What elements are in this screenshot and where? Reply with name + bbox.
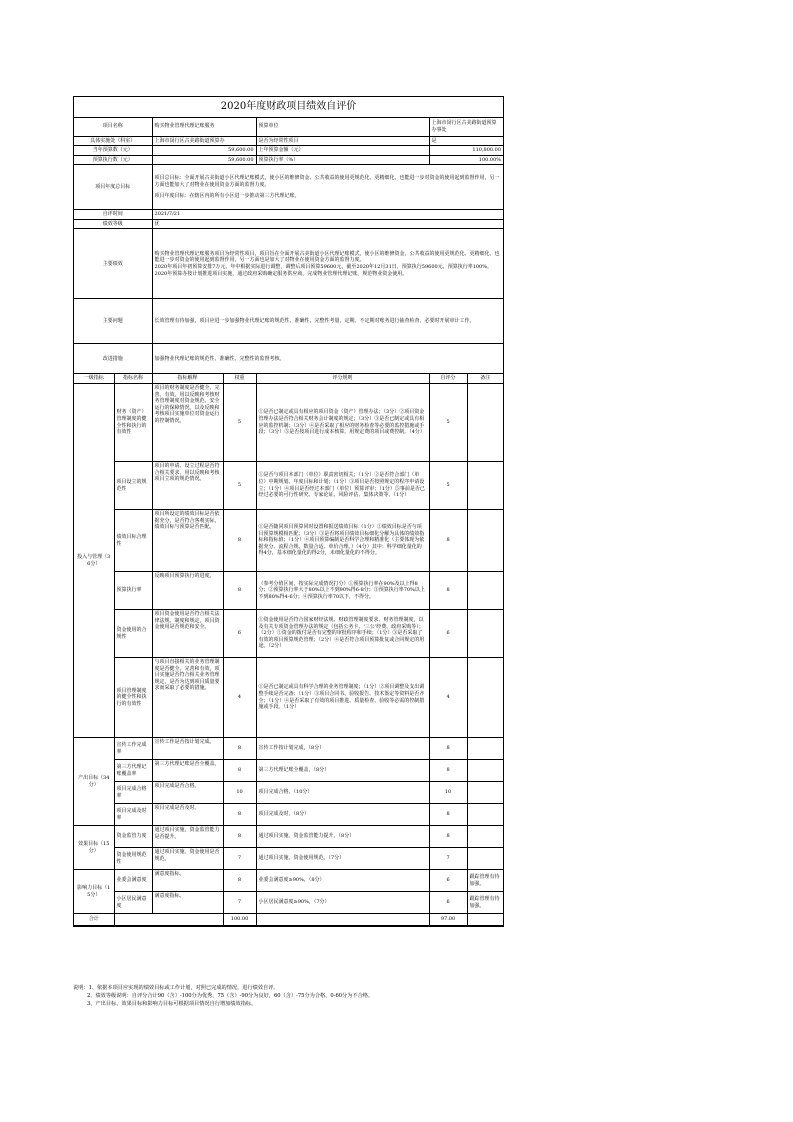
indicator-row [74, 572, 503, 610]
grade-label: 绩效等级 [74, 219, 152, 229]
header-cell: 备注 [467, 374, 503, 384]
indicator-weight: 8 [223, 510, 256, 572]
indicator-row [74, 658, 503, 738]
indicator-weight: 7 [223, 892, 256, 914]
indicator-score: 6 [429, 610, 467, 658]
budget-unit: 上海市闵行区古美路街道预算办事处 [429, 118, 503, 136]
indicator-rule: 通过项目实施，资金使用规范。（7分） [256, 848, 429, 870]
group-name: 投入与管理（36分） [74, 384, 114, 738]
note-line: 说明：1、依据本项目应实现的绩效目标或工作计划，对照已完成的情况，进行绩效自评。 [73, 985, 279, 991]
indicator-name: 业委会满意度 [114, 870, 152, 892]
notes [73, 984, 503, 1008]
indicator-name: 项目完成及时率 [114, 804, 152, 826]
indicator-name: 项目设立的规范性 [114, 462, 152, 510]
grade: 优 [152, 219, 503, 229]
indicator-weight: 7 [223, 848, 256, 870]
indicator-score: 6 [429, 870, 467, 892]
recurring: 是 [429, 136, 503, 146]
project-name-label: 项目名称 [74, 118, 152, 136]
note-line: 3、产出目标、效果目标和影响力目标可根据项目情况自行增加绩效指标。 [87, 1001, 257, 1007]
indicator-note [467, 804, 503, 826]
goals-text [152, 165, 503, 210]
indicator-score: 8 [429, 826, 467, 848]
indicator-name: 项目完成合格率 [114, 782, 152, 804]
indicator-score: 8 [429, 760, 467, 782]
indicator-rule: ①资金使用是否符合国家财经法规、财政管理制度要求、财务管理制度，以及有关专项资金管理办法的规定（包括公务卡、'三公'经费、政府采购等）；（2分）②资金的拨付是否有完整的审批程序和手续；（1分）③是否采取了有效的项目预算规范管理；（2分）④是否符合项目预算批复或合同规定的用途。（2分） [256, 610, 429, 658]
note-line: 2、绩效等级说明：自评分合计90（含）-100分为优秀，75（含）-90分为良好，60（含）-75分为合格，0-60分为不合格。 [87, 993, 374, 999]
indicator-score: 8 [429, 510, 467, 572]
indicator-explain: 项目的财务制度是否健全、完善、有效，用以反映和考核财务管理制度对资金规范、安全运行的保障情况，以及反映和考核项目实施单位对资金运行的控制情况。 [152, 384, 223, 462]
header-row [74, 374, 503, 384]
exec-rate: 100.00% [429, 155, 503, 165]
indicator-explain: 满意度指标。 [152, 892, 223, 914]
dept: 上海市闵行区古美路街道预算办 [152, 136, 256, 146]
indicator-row [74, 610, 503, 658]
indicator-rule: 小区居民满意度≥90%，（7分） [256, 892, 429, 914]
indicator-rule: ①是否与项目本部门（单位）职责密切相关；（1分）②是否符合部门（单位）中期规划、年度目标和计划；（1分）③项目是否按照规定的程序申请设立；（1分）④项目是否经过本部门（单位）预算评审；（1分）⑤事前是否已经过必要的可行性研究、专家论证、风险评估、集体决策等。（1分） [256, 462, 429, 510]
achievement-item: 购买物业管理代理记账服务项目为经常性项目，项目旨在全面开展古美街道小区代理记账模式，使小区的维修资金、公共收益的使用更规范化、更精细化，也能进一步对资金的使用起到监督作用，另一方面也是加大了对物业在使用资金方面的监督力度。 [154, 250, 500, 264]
indicator-note [467, 848, 503, 870]
indicator-weight: 5 [223, 384, 256, 462]
indicator-weight: 8 [223, 572, 256, 610]
indicator-explain: 项目的申请、设立过程是否符合相关要求，用以反映和考核项目立项的规范情况。 [152, 462, 223, 510]
achievements-label: 主要绩效 [74, 229, 152, 299]
prev-budget: 110,800.00 [429, 146, 503, 156]
total-row [74, 914, 503, 926]
indicator-name: 资金监管力度 [114, 826, 152, 848]
indicator-row [74, 826, 503, 848]
prev-budget-label: 上年预算金额（元） [256, 146, 429, 156]
indicator-note [467, 384, 503, 462]
indicator-rule: 第三方代理记账全覆盖，（8分） [256, 760, 429, 782]
indicator-score: 5 [429, 384, 467, 462]
total-label: 合计 [74, 914, 114, 926]
indicator-weight: 8 [223, 870, 256, 892]
indicator-note: 跟踪管理有待加强。 [467, 892, 503, 914]
total-spacer [114, 914, 223, 926]
page-title: 2020年度财政项目绩效自评价 [74, 97, 503, 118]
indicator-rule: ①是否随同项目预算同时设置和报送绩效目标（1分）②绩效目标是否与项目预算规模相匹配；（3分）③是否将项目绩效目标细化分解为具体的绩效指标和指标值；（1分）④项目预算编制是否科学合理和精准化（主要体现为依据充分、流程合规、数量合适、单价合理。）（4分）其中：科学细化量化的得4分，基本细化量化的得2分，未细化量化的不得分。 [256, 510, 429, 572]
achievement-item: 2020年项目年初预算安排7万元，年中根据实际进行调整，调整后项目预算59600元，截至2020年12月31日，预算执行59600元，预算执行率100%。 [154, 263, 492, 270]
indicator-weight: 8 [223, 760, 256, 782]
executed: 59,600.00 [152, 155, 256, 165]
indicator-name: 资金使用规范性 [114, 848, 152, 870]
indicator-name: 项目管理制度的健全性和执行的有效性 [114, 658, 152, 738]
indicator-weight: 8 [223, 804, 256, 826]
group-name: 影响力目标（15分） [74, 870, 114, 914]
indicator-note [467, 760, 503, 782]
indicator-weight: 6 [223, 610, 256, 658]
indicator-score: 8 [429, 572, 467, 610]
indicator-note [467, 572, 503, 610]
group-name: 产出目标（34分） [74, 738, 114, 826]
overall-goal: 项目总目标：全面开展古美街道小区代理记账模式，使小区的维修资金、公共收益的使用更规范化、更精细化、也能进一步对资金的使用起到监督作用，另一方面也能加大了对物业在使用资金方面的监督力度。 [154, 175, 500, 188]
indicator-row [74, 462, 503, 510]
budget-unit-label: 预算单位 [256, 118, 429, 136]
indicator-explain: 通过项目实施，资金监管能力是否提升。 [152, 826, 223, 848]
recurring-label: 是否为经常性项目 [256, 136, 429, 146]
achievement-item: 2020年预算办按计划推进项目实施，通过政府采购确定服务供应商，完成物业管理代理记账，规范物业资金使用。 [154, 270, 408, 277]
indicator-note [467, 826, 503, 848]
indicator-rule: 宣传工作按计划完成，（8分） [256, 738, 429, 760]
indicator-explain: 项目所设定的绩效目标是否依据充分，是否符合客观实际，绩效目标与预算是否匹配。 [152, 510, 223, 572]
indicator-note [467, 462, 503, 510]
indicator-row [74, 782, 503, 804]
indicator-row [74, 510, 503, 572]
executed-label: 预算执行数（元） [74, 155, 152, 165]
indicator-name: 第三方代理记账覆盖率 [114, 760, 152, 782]
indicator-explain: 项目完成是否合格。 [152, 782, 223, 804]
header-cell: 自评分 [429, 374, 467, 384]
indicator-name: 预算执行率 [114, 572, 152, 610]
indicator-row [74, 870, 503, 892]
indicator-score: 4 [429, 658, 467, 738]
indicator-row [74, 848, 503, 870]
indicator-score: 5 [429, 462, 467, 510]
header-cell: 评分规则 [256, 374, 429, 384]
indicator-rule: 项目完成及时，（8分） [256, 804, 429, 826]
indicator-weight: 8 [223, 738, 256, 760]
problems-text: 长效管理有待加强，项目应进一步加强物业代理记账的规范性、准确性、完整性考量，定期、不定期对账务进行抽查检查，必要时开展审计工作。 [152, 299, 503, 344]
current-budget-label: 当年预算数（元） [74, 146, 152, 156]
indicator-score: 8 [429, 738, 467, 760]
group-name: 效果目标（15分） [74, 826, 114, 870]
indicator-rule: ①是否已制定或具有相应的项目资金（资产）管理办法；（3分）②项目资金管理办法是否符合相关财务会计制度的规定；（3分）③是否已制定或具有相应的监控机制；（3分）④是否采取了相应的财务检查等必要的监控措施或手段；（3分）⑤是否按项目进行成本核算，用规定费的项目或费控制。（4分） [256, 384, 429, 462]
indicator-row [74, 384, 503, 462]
indicator-note [467, 610, 503, 658]
total-score: 97.00 [429, 914, 467, 926]
project-name: 购买物业管理代理记账服务 [152, 118, 256, 136]
indicator-explain: 与项目直接相关的业务管理制度是否健全、完善和有效，项目实施是否符合相关业务管理规定，是否为达到项目质量要求而采取了必要的措施。 [152, 658, 223, 738]
dept-label: 具体实施处（科室） [74, 136, 152, 146]
indicator-explain: 满意度指标。 [152, 870, 223, 892]
indicator-rule: 通过项目实施，资金监管能力提升，（8分） [256, 826, 429, 848]
total-spacer [256, 914, 429, 926]
achievements-text [152, 229, 503, 299]
indicator-score: 7 [429, 848, 467, 870]
measures-label: 改进措施 [74, 344, 152, 374]
evaluation-table [74, 118, 503, 926]
indicator-row [74, 760, 503, 782]
indicator-explain: 反映项目预算执行的进度。 [152, 572, 223, 610]
indicator-rule: 项目完成合格，（10分） [256, 782, 429, 804]
indicator-weight: 8 [223, 826, 256, 848]
current-budget: 59,600.00 [152, 146, 256, 156]
indicator-weight: 4 [223, 658, 256, 738]
indicator-score: 6 [429, 892, 467, 914]
indicator-row [74, 892, 503, 914]
indicator-name: 绩效目标合理性 [114, 510, 152, 572]
indicator-explain: 第三方代理记账是否全覆盖。 [152, 760, 223, 782]
indicator-row [74, 804, 503, 826]
indicator-note [467, 510, 503, 572]
indicator-rule: （参考分值区间，按实际完成情况打分）①预算执行率在90%及以上得8分；②预算执行率大于80%以上不到90%得6-8分；③预算执行率70%以上不到80%得4-6分；④预算执行率70以下，不得分。 [256, 572, 429, 610]
problems-label: 主要问题 [74, 299, 152, 344]
indicator-note: 跟踪管理有待加强。 [467, 870, 503, 892]
indicator-note [467, 738, 503, 760]
indicator-explain: 项目资金使用是否符合相关法律法规、制度和规定，项目资金使用是否规范和安全。 [152, 610, 223, 658]
indicator-note [467, 782, 503, 804]
header-cell: 指标解释 [152, 374, 223, 384]
indicator-note [467, 658, 503, 738]
indicator-score: 10 [429, 782, 467, 804]
indicator-explain: 项目完成是否及时。 [152, 804, 223, 826]
indicator-name: 财务（资产）管理制度的健全性和执行的有效性 [114, 384, 152, 462]
eval-time-label: 自评时间 [74, 210, 152, 220]
measures-text: 加强物业代理记账的规范性、准确性、完整性的监督考核。 [152, 344, 503, 374]
indicator-rule: ①是否已制定或具有科学合理的业务管理制度；（1分）②项目调整及支出调整手续是否完备；（1分）③项目合同书、验收报告、技术鉴定等资料是否齐全；（1分）④是否采取了有效的项目推进、质量检查、验收等必需的控制措施或手段。（1分） [256, 658, 429, 738]
indicator-rule: 业委会满意度≥90%，（8分） [256, 870, 429, 892]
header-cell: 权重 [223, 374, 256, 384]
indicator-weight: 10 [223, 782, 256, 804]
total-weight: 100.00 [223, 914, 256, 926]
eval-time: 2021/7/21 [152, 210, 503, 220]
indicator-name: 小区居民满意度 [114, 892, 152, 914]
annual-goal: 项目年度目标：在辖区内的所有小区进一步推动第三方代理记账。 [154, 192, 300, 199]
indicator-name: 资金使用的合规性 [114, 610, 152, 658]
exec-rate-label: 预算执行率（%） [256, 155, 429, 165]
indicator-explain: 宣传工作是否按计划完成。 [152, 738, 223, 760]
indicator-weight: 5 [223, 462, 256, 510]
indicator-score: 8 [429, 804, 467, 826]
total-spacer [467, 914, 503, 926]
indicator-explain: 通过项目实施，资金使用是否规范。 [152, 848, 223, 870]
indicator-name: 宣传工作完成率 [114, 738, 152, 760]
evaluation-sheet [73, 96, 504, 927]
header-cell: 指标名称 [114, 374, 152, 384]
indicator-row [74, 738, 503, 760]
goals-label: 项目年度总目标 [74, 165, 152, 210]
header-cell: 一级指标 [74, 374, 114, 384]
